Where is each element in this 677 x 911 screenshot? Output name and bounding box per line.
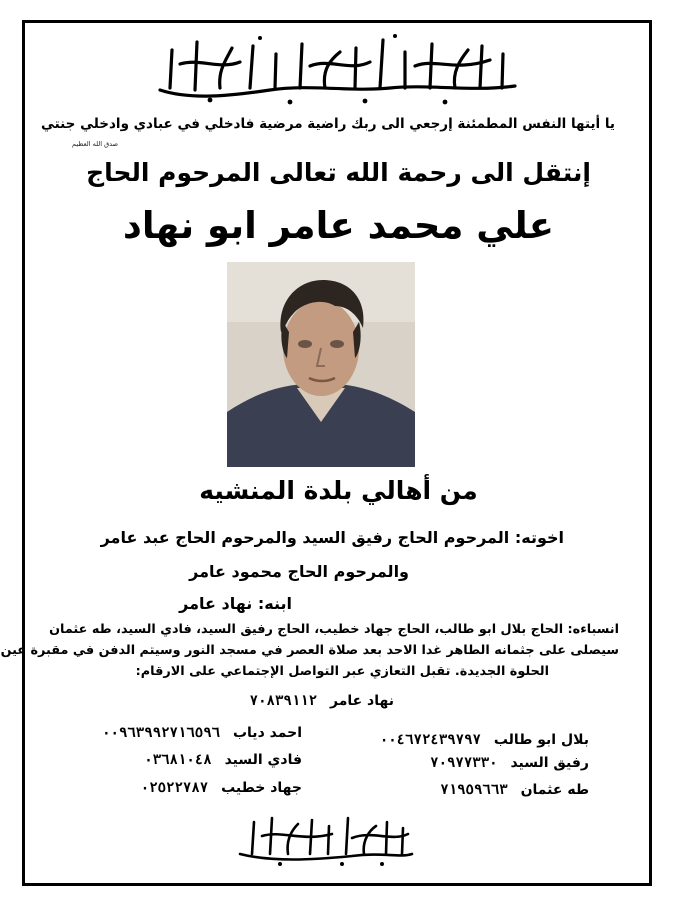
deceased-name: علي محمد عامر ابو نهاد — [122, 204, 555, 247]
siblings-line-2: والمرحوم الحاج محمود عامر — [189, 562, 409, 581]
funeral-line-1: سيصلى على جثمانه الطاهر غدا الاحد بعد صلاة العصر في مسجد النور وسيتم الدفن في مقبرة عين — [0, 643, 619, 658]
contact-row — [349, 782, 589, 798]
contact-number: ٠٠٩٦٣٩٩٢٧١٦٥٩٦ — [102, 725, 221, 741]
primary-contact — [250, 693, 394, 709]
announcement-heading: إنتقل الى رحمة الله تعالى المرحوم الحاج — [86, 158, 591, 187]
funeral-line-2: الحلوة الجديدة. تقبل التعازي عبر التواصل الإجتماعي على الارقام: — [135, 664, 549, 679]
verse-credit: صدق الله العظيم — [72, 140, 119, 148]
contact-name: جهاد خطيب — [221, 780, 302, 796]
son-line: ابنه: نهاد عامر — [179, 594, 292, 613]
siblings-line-1: اخوته: المرحوم الحاج رفيق السيد والمرحوم الحاج عبد عامر — [100, 528, 564, 547]
contact-name: نهاد عامر — [329, 693, 394, 709]
contact-number: ٧٠٨٣٩١١٢ — [249, 693, 318, 709]
contact-number: ٠٠٤٦٧٢٤٣٩٧٩٧ — [379, 732, 481, 748]
contact-row — [349, 732, 589, 748]
portrait-image — [227, 262, 415, 467]
deceased-photo — [227, 262, 415, 467]
in-laws-line: انسباءه: الحاج بلال ابو طالب، الحاج جهاد خطيب، الحاج رفيق السيد، فادي السيد، طه عثمان — [49, 622, 619, 637]
contact-row — [72, 752, 302, 768]
header-calligraphy — [150, 30, 525, 108]
contact-number: ٧٠٩٧٧٣٣٠ — [430, 755, 498, 771]
contact-number: ٧١٩٥٩٦٦٣ — [440, 782, 508, 798]
contact-name: فادي السيد — [224, 752, 302, 768]
contact-row — [72, 780, 302, 796]
contact-name: بلال ابو طالب — [493, 732, 589, 748]
contact-number: ٠٣٦٨١٠٤٨ — [144, 752, 212, 768]
quran-verse: يا أيتها النفس المطمئنة إرجعي الى ربك راضية مرضية فادخلي في عبادي وادخلي جنتي — [41, 116, 615, 132]
contact-name: طه عثمان — [520, 782, 589, 798]
contact-row — [72, 725, 302, 741]
contact-name: رفيق السيد — [510, 755, 589, 771]
village-line: من أهالي بلدة المنشيه — [199, 476, 478, 505]
contact-row — [349, 755, 589, 771]
contact-name: احمد دياب — [232, 725, 302, 741]
contact-number: ٠٢٥٢٢٧٨٧ — [140, 780, 209, 796]
footer-calligraphy — [232, 812, 418, 868]
